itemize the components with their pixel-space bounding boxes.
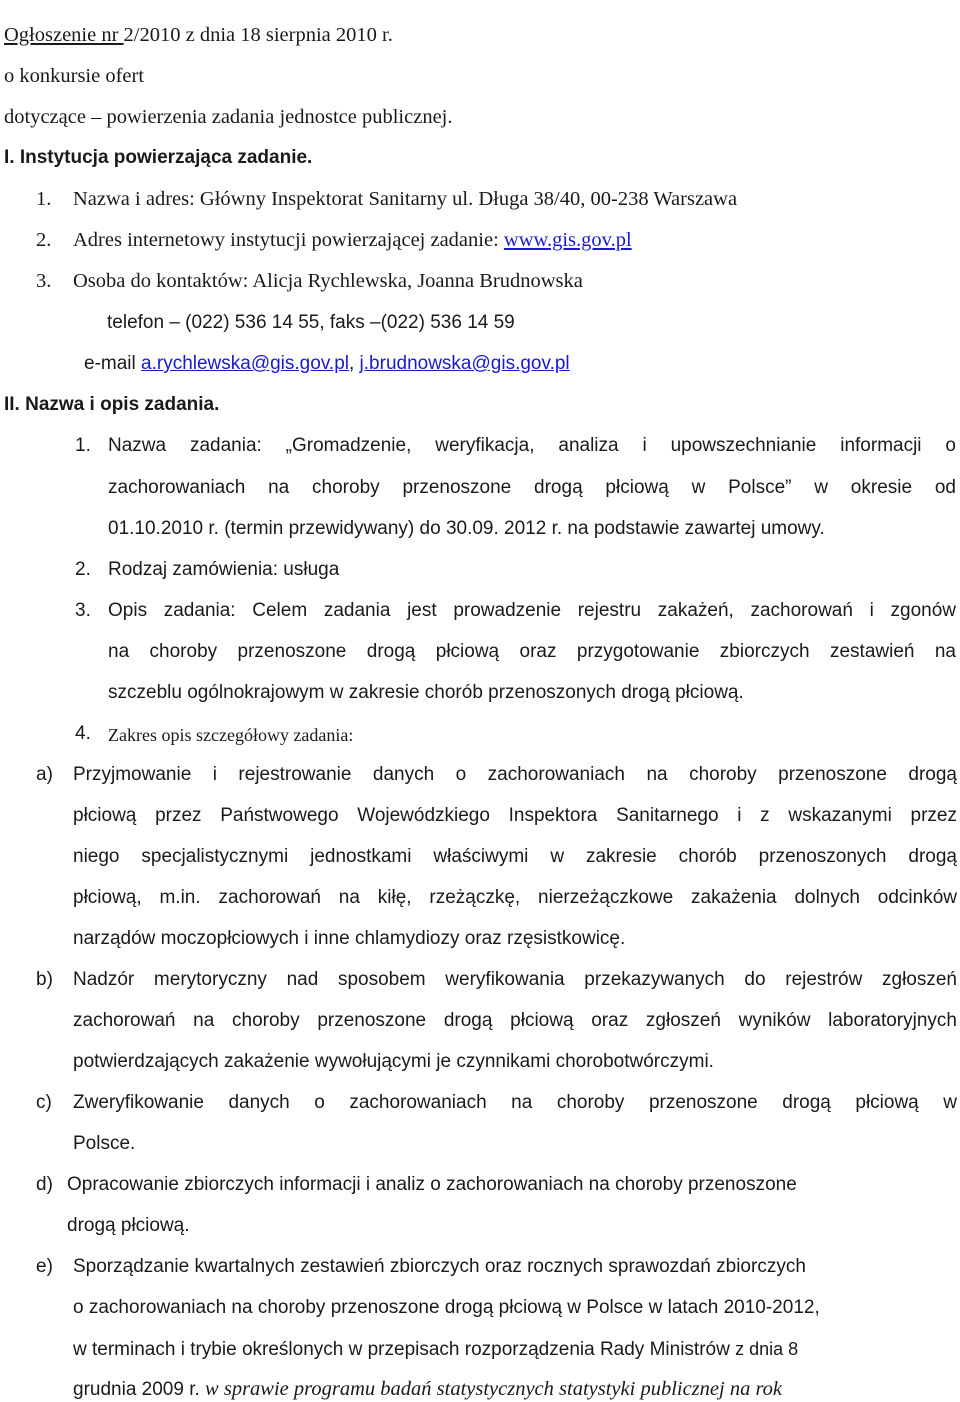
section-1-item-3-number: 3. [36,270,52,292]
announcement-subject: o konkursie ofert [4,65,145,87]
section-2-item-3-line-2: na choroby przenoszone drogą płciową oraz przygotowanie zbiorczych zestawień na [108,641,956,662]
subitem-b-line-3: potwierdzających zakażenie wywołującymi je czynnikami chorobotwórczymi. [73,1051,714,1072]
subitem-e-line-3-date: z dnia 8 [735,1339,799,1359]
section-2-item-1-number: 1. [75,435,91,456]
subitem-e-label: e) [36,1256,53,1277]
subitem-a-label: a) [36,764,53,785]
section-2-item-4-text: Zakres opis szczegółowy zadania: [108,725,354,745]
section-1-title: I. Instytucja powierzająca zadanie. [4,147,313,168]
website-link[interactable]: www.gis.gov.pl [503,229,632,251]
section-2-item-3-line-3: szczeblu ogólnokrajowym w zakresie chorób przenoszonych drogą płciową. [108,682,744,703]
email-link-2[interactable]: j.brudnowska@gis.gov.pl [359,353,570,374]
announcement-date: 2/2010 z dnia 18 sierpnia 2010 r. [123,24,393,46]
subitem-a-line-4: płciową, m.in. zachorowań na kiłę, rzeżączkę, nierzeżączkowe zakażenia dolnych odcinków [73,887,957,908]
subitem-a-line-3: niego specjalistycznymi jednostkami właściwymi w zakresie chorób przenoszonych drogą [73,846,957,867]
subitem-d-line-2: drogą płciową. [67,1215,190,1236]
website-label: Adres internetowy instytucji powierzającej zadanie: [73,229,504,251]
subitem-e-line-4 [73,1377,782,1402]
subitem-a-line-2: płciową przez Państwowego Wojewódzkiego Inspektora Sanitarnego i z wskazanymi przez [73,805,957,826]
subitem-c-label: c) [36,1092,52,1113]
announcement-scope: dotyczące – powierzenia zadania jednostce publicznej. [4,106,453,128]
subitem-e-line-2: o zachorowaniach na choroby przenoszone drogą płciową w Polsce w latach 2010-2012, [73,1297,820,1318]
subitem-a-line-5: narządów moczopłciowych i inne chlamydiozy oraz rzęsistkowicę. [73,928,626,949]
section-1-item-2-text [73,228,632,252]
section-1-item-1-text: Nazwa i adres: Główny Inspektorat Sanitarny ul. Długa 38/40, 00-238 Warszawa [73,188,738,210]
email-link-1[interactable]: a.rychlewska@gis.gov.pl [141,353,349,374]
subitem-d-label: d) [36,1174,53,1195]
contact-email-line [84,352,570,376]
subitem-e-line-1: Sporządzanie kwartalnych zestawień zbiorczych oraz rocznych sprawozdań zbiorczych [73,1256,806,1277]
section-1-item-3-text: Osoba do kontaktów: Alicja Rychlewska, Joanna Brudnowska [73,270,583,292]
section-2-item-2-text: Rodzaj zamówienia: usługa [108,559,340,580]
section-2-item-4-number: 4. [75,723,91,744]
announcement-label: Ogłoszenie nr [4,24,124,46]
subitem-a-line-1: Przyjmowanie i rejestrowanie danych o zachorowaniach na choroby przenoszone drogą [73,764,957,785]
subitem-e-line-3-main: w terminach i trybie określonych w przepisach rozporządzenia Rady Ministrów [73,1339,736,1360]
section-2-item-2-number: 2. [75,559,91,580]
subitem-b-line-1: Nadzór merytoryczny nad sposobem weryfikowania przekazywanych do rejestrów zgłoszeń [73,969,957,990]
contact-phone-fax: telefon – (022) 536 14 55, faks –(022) 536 14 59 [107,312,515,333]
subitem-e-line-4-title: w sprawie programu badań statystycznych statystyki publicznej na rok [205,1378,783,1400]
section-2-item-1-line-2: zachorowaniach na choroby przenoszone drogą płciową w Polsce” w okresie od [108,477,956,498]
section-1-item-1-number: 1. [36,188,52,210]
subitem-c-line-1: Zweryfikowanie danych o zachorowaniach na choroby przenoszone drogą płciową w [73,1092,957,1113]
subitem-b-label: b) [36,969,53,990]
subitem-c-line-2: Polsce. [73,1133,136,1154]
section-2-item-3-line-1: Opis zadania: Celem zadania jest prowadzenie rejestru zakażeń, zachorowań i zgonów [108,600,956,621]
subitem-b-line-2: zachorowań na choroby przenoszone drogą płciową oraz zgłoszeń wyników laboratoryjnych [73,1010,957,1031]
section-2-title: II. Nazwa i opis zadania. [4,394,220,415]
email-separator: , [348,353,360,374]
subitem-d-line-1: Opracowanie zbiorczych informacji i analiz o zachorowaniach na choroby przenoszone [67,1174,797,1195]
announcement-number-line [4,23,393,47]
section-2-item-1-line-1: Nazwa zadania: „Gromadzenie, weryfikacja, analiza i upowszechnianie informacji o [108,435,956,456]
section-1-item-2-number: 2. [36,229,52,251]
email-label: e-mail [84,353,142,374]
subitem-e-line-4-date: grudnia 2009 r. [73,1379,206,1400]
section-2-item-1-line-3: 01.10.2010 r. (termin przewidywany) do 30.09. 2012 r. na podstawie zawartej umowy. [108,518,825,539]
section-2-item-3-number: 3. [75,600,91,621]
subitem-e-line-3 [73,1337,798,1362]
